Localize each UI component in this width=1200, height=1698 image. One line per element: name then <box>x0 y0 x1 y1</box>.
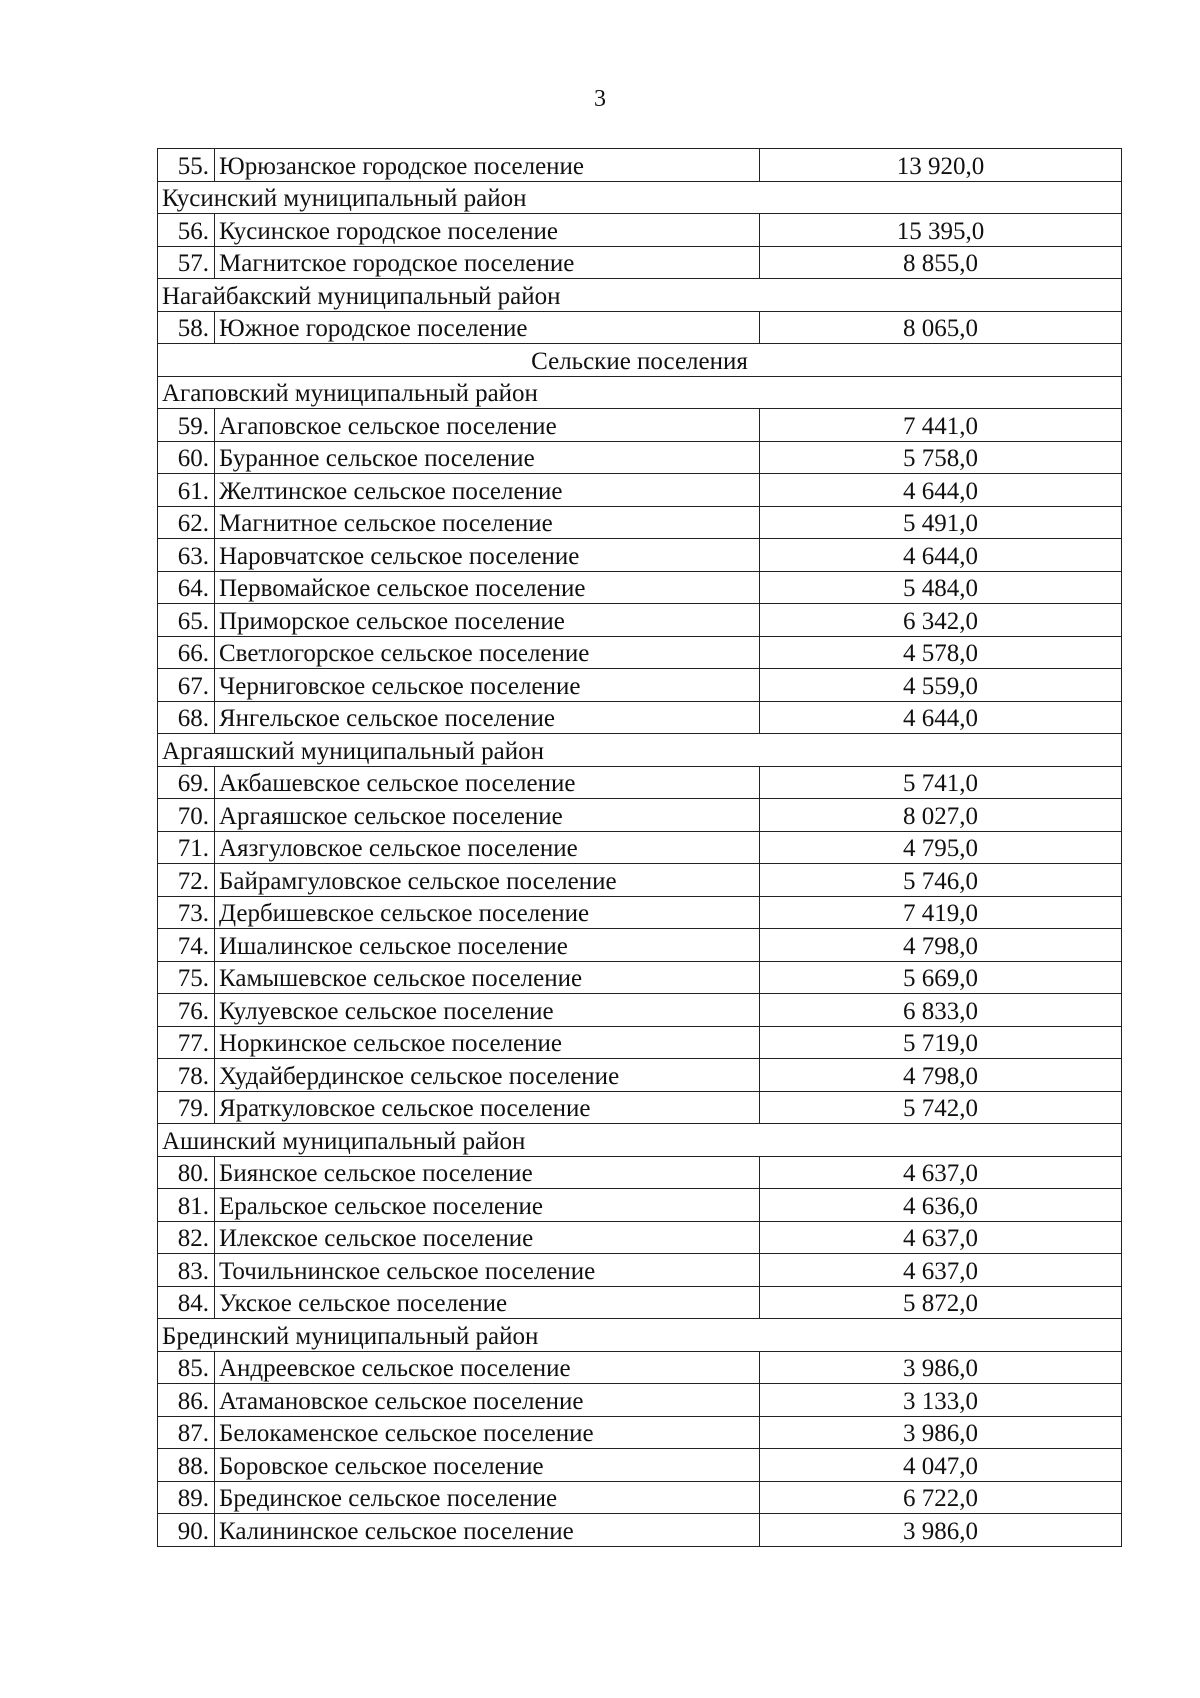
district-row <box>158 279 1122 312</box>
settlement-name: Байрамгуловское сельское поселение <box>215 864 760 897</box>
table-row <box>158 701 1122 734</box>
row-number: 74. <box>158 929 215 962</box>
section-heading: Сельские поселения <box>158 344 1122 377</box>
table-row <box>158 311 1122 344</box>
district-row <box>158 1124 1122 1157</box>
row-number: 88. <box>158 1449 215 1482</box>
row-number: 89. <box>158 1481 215 1514</box>
settlement-name: Приморское сельское поселение <box>215 604 760 637</box>
row-number: 72. <box>158 864 215 897</box>
settlement-amount: 4 578,0 <box>760 636 1122 669</box>
settlement-amount: 15 395,0 <box>760 214 1122 247</box>
settlement-name: Наровчатское сельское поселение <box>215 539 760 572</box>
settlement-amount: 4 636,0 <box>760 1189 1122 1222</box>
district-heading: Кусинский муниципальный район <box>158 181 1122 214</box>
row-number: 80. <box>158 1156 215 1189</box>
settlement-name: Кулуевское сельское поселение <box>215 994 760 1027</box>
settlement-amount: 3 133,0 <box>760 1384 1122 1417</box>
row-number: 76. <box>158 994 215 1027</box>
table-row <box>158 1254 1122 1287</box>
row-number: 64. <box>158 571 215 604</box>
settlement-name: Желтинское сельское поселение <box>215 474 760 507</box>
row-number: 68. <box>158 701 215 734</box>
settlement-name: Белокаменское сельское поселение <box>215 1416 760 1449</box>
table-row <box>158 604 1122 637</box>
settlement-name: Юрюзанское городское поселение <box>215 149 760 182</box>
settlement-amount: 8 027,0 <box>760 799 1122 832</box>
table-row <box>158 1514 1122 1547</box>
table-row <box>158 149 1122 182</box>
settlement-name: Атамановское сельское поселение <box>215 1384 760 1417</box>
row-number: 87. <box>158 1416 215 1449</box>
settlement-name: Еральское сельское поселение <box>215 1189 760 1222</box>
settlement-amount: 5 742,0 <box>760 1091 1122 1124</box>
table-row <box>158 1026 1122 1059</box>
settlement-amount: 13 920,0 <box>760 149 1122 182</box>
district-row <box>158 1319 1122 1352</box>
section-row <box>158 344 1122 377</box>
row-number: 58. <box>158 311 215 344</box>
settlement-amount: 6 833,0 <box>760 994 1122 1027</box>
table-row <box>158 1449 1122 1482</box>
settlement-name: Первомайское сельское поселение <box>215 571 760 604</box>
table-row <box>158 799 1122 832</box>
table-row <box>158 1416 1122 1449</box>
settlement-name: Норкинское сельское поселение <box>215 1026 760 1059</box>
settlement-name: Точильнинское сельское поселение <box>215 1254 760 1287</box>
page-number: 3 <box>594 86 606 112</box>
district-heading: Нагайбакский муниципальный район <box>158 279 1122 312</box>
row-number: 57. <box>158 246 215 279</box>
row-number: 55. <box>158 149 215 182</box>
settlement-amount: 4 637,0 <box>760 1156 1122 1189</box>
settlement-amount: 4 798,0 <box>760 1059 1122 1092</box>
settlement-amount: 4 559,0 <box>760 669 1122 702</box>
table-row <box>158 994 1122 1027</box>
table-row <box>158 246 1122 279</box>
row-number: 65. <box>158 604 215 637</box>
settlement-amount: 5 758,0 <box>760 441 1122 474</box>
table-row <box>158 1059 1122 1092</box>
district-heading: Брединский муниципальный район <box>158 1319 1122 1352</box>
table-row <box>158 896 1122 929</box>
settlement-name: Аргаяшское сельское поселение <box>215 799 760 832</box>
settlement-amount: 8 855,0 <box>760 246 1122 279</box>
row-number: 63. <box>158 539 215 572</box>
row-number: 70. <box>158 799 215 832</box>
settlement-name: Камышевское сельское поселение <box>215 961 760 994</box>
row-number: 83. <box>158 1254 215 1287</box>
settlement-name: Худайбердинское сельское поселение <box>215 1059 760 1092</box>
district-row <box>158 181 1122 214</box>
table-row <box>158 1286 1122 1319</box>
settlement-name: Янгельское сельское поселение <box>215 701 760 734</box>
table-row <box>158 1156 1122 1189</box>
settlement-name: Кусинское городское поселение <box>215 214 760 247</box>
settlement-name: Южное городское поселение <box>215 311 760 344</box>
table-row <box>158 1221 1122 1254</box>
settlement-amount: 4 644,0 <box>760 474 1122 507</box>
row-number: 67. <box>158 669 215 702</box>
row-number: 73. <box>158 896 215 929</box>
settlement-name: Светлогорское сельское поселение <box>215 636 760 669</box>
table-row <box>158 1481 1122 1514</box>
row-number: 75. <box>158 961 215 994</box>
row-number: 90. <box>158 1514 215 1547</box>
district-row <box>158 734 1122 767</box>
settlement-name: Акбашевское сельское поселение <box>215 766 760 799</box>
settlement-amount: 5 484,0 <box>760 571 1122 604</box>
settlement-name: Аязгуловское сельское поселение <box>215 831 760 864</box>
district-row <box>158 376 1122 409</box>
settlement-name: Черниговское сельское поселение <box>215 669 760 702</box>
settlement-amount: 4 637,0 <box>760 1254 1122 1287</box>
row-number: 82. <box>158 1221 215 1254</box>
row-number: 60. <box>158 441 215 474</box>
table-row <box>158 669 1122 702</box>
settlement-name: Брединское сельское поселение <box>215 1481 760 1514</box>
row-number: 77. <box>158 1026 215 1059</box>
settlements-table-body <box>158 149 1122 1547</box>
settlement-name: Магнитское городское поселение <box>215 246 760 279</box>
settlement-name: Ишалинское сельское поселение <box>215 929 760 962</box>
row-number: 86. <box>158 1384 215 1417</box>
settlement-amount: 5 669,0 <box>760 961 1122 994</box>
table-row <box>158 831 1122 864</box>
table-row <box>158 571 1122 604</box>
table-row <box>158 409 1122 442</box>
settlement-amount: 3 986,0 <box>760 1416 1122 1449</box>
settlement-amount: 5 719,0 <box>760 1026 1122 1059</box>
table-row <box>158 1351 1122 1384</box>
table-row <box>158 474 1122 507</box>
settlement-amount: 5 872,0 <box>760 1286 1122 1319</box>
settlement-amount: 4 644,0 <box>760 701 1122 734</box>
settlement-name: Яраткуловское сельское поселение <box>215 1091 760 1124</box>
row-number: 84. <box>158 1286 215 1319</box>
settlement-amount: 8 065,0 <box>760 311 1122 344</box>
settlement-amount: 6 342,0 <box>760 604 1122 637</box>
settlement-name: Укское сельское поселение <box>215 1286 760 1319</box>
settlement-name: Андреевское сельское поселение <box>215 1351 760 1384</box>
row-number: 69. <box>158 766 215 799</box>
table-row <box>158 929 1122 962</box>
table-row <box>158 539 1122 572</box>
settlement-amount: 4 795,0 <box>760 831 1122 864</box>
settlement-amount: 4 047,0 <box>760 1449 1122 1482</box>
settlement-amount: 4 798,0 <box>760 929 1122 962</box>
row-number: 85. <box>158 1351 215 1384</box>
table-row <box>158 1189 1122 1222</box>
settlement-name: Дербишевское сельское поселение <box>215 896 760 929</box>
district-heading: Ашинский муниципальный район <box>158 1124 1122 1157</box>
settlement-amount: 5 741,0 <box>760 766 1122 799</box>
settlement-amount: 4 644,0 <box>760 539 1122 572</box>
table-row <box>158 1384 1122 1417</box>
settlement-name: Калининское сельское поселение <box>215 1514 760 1547</box>
row-number: 66. <box>158 636 215 669</box>
district-heading: Агаповский муниципальный район <box>158 376 1122 409</box>
settlement-name: Боровское сельское поселение <box>215 1449 760 1482</box>
table-row <box>158 441 1122 474</box>
row-number: 61. <box>158 474 215 507</box>
table-row <box>158 864 1122 897</box>
row-number: 81. <box>158 1189 215 1222</box>
row-number: 71. <box>158 831 215 864</box>
table-row <box>158 506 1122 539</box>
settlement-name: Илекское сельское поселение <box>215 1221 760 1254</box>
settlement-amount: 5 746,0 <box>760 864 1122 897</box>
settlement-name: Биянское сельское поселение <box>215 1156 760 1189</box>
settlement-amount: 3 986,0 <box>760 1514 1122 1547</box>
table-row <box>158 1091 1122 1124</box>
row-number: 56. <box>158 214 215 247</box>
table-row <box>158 766 1122 799</box>
row-number: 62. <box>158 506 215 539</box>
settlement-amount: 5 491,0 <box>760 506 1122 539</box>
district-heading: Аргаяшский муниципальный район <box>158 734 1122 767</box>
settlement-amount: 4 637,0 <box>760 1221 1122 1254</box>
table-row <box>158 961 1122 994</box>
settlement-name: Магнитное сельское поселение <box>215 506 760 539</box>
settlement-name: Буранное сельское поселение <box>215 441 760 474</box>
table-row <box>158 636 1122 669</box>
row-number: 79. <box>158 1091 215 1124</box>
row-number: 78. <box>158 1059 215 1092</box>
settlement-amount: 7 419,0 <box>760 896 1122 929</box>
settlement-amount: 6 722,0 <box>760 1481 1122 1514</box>
row-number: 59. <box>158 409 215 442</box>
settlement-name: Агаповское сельское поселение <box>215 409 760 442</box>
table-row <box>158 214 1122 247</box>
settlement-amount: 7 441,0 <box>760 409 1122 442</box>
settlements-table <box>157 148 1122 1547</box>
settlement-amount: 3 986,0 <box>760 1351 1122 1384</box>
